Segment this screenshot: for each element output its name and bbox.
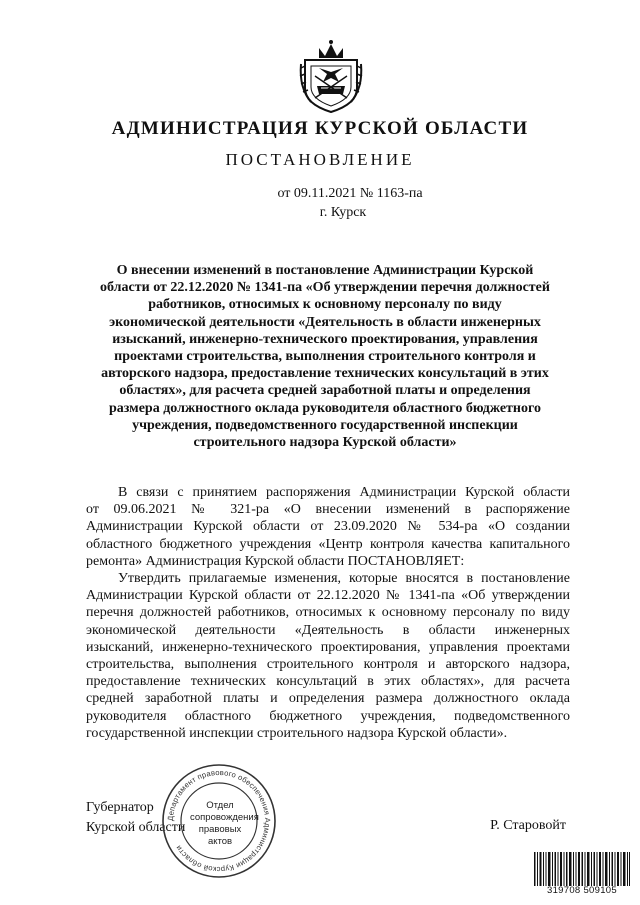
- title-line: авторского надзора, предоставление технических консультаций в этих: [101, 366, 549, 382]
- body-line: от 09.06.2021 № 321-ра «О внесении изменений в распоряжение: [86, 502, 570, 518]
- title-line: экономической деятельности «Деятельность в области инженерных: [109, 314, 541, 330]
- title-line: изысканий, инженерно-технического проектирования, управления: [112, 331, 538, 347]
- body-line: Утвердить прилагаемые изменения, которые вносятся в постановление: [118, 571, 570, 587]
- organization-name: АДМИНИСТРАЦИЯ КУРСКОЙ ОБЛАСТИ: [111, 118, 529, 139]
- title-line: работников, относимых к основному персоналу по виду: [148, 297, 502, 313]
- body-line: изысканий, инженерно-технического проектирования, управления проектами: [86, 639, 570, 655]
- position-line: Губернатор: [86, 800, 154, 815]
- stamp-inner-text: [190, 800, 259, 848]
- stamp-line: правовых: [198, 824, 242, 835]
- coat-of-arms-emblem: [297, 38, 365, 114]
- stamp-line: сопровождения: [190, 812, 259, 823]
- date-number: от 09.11.2021 № 1163-па: [277, 186, 423, 201]
- body-line: средней заработной платы и определения размера должностного оклада: [86, 691, 570, 707]
- stamp-line: актов: [207, 836, 233, 847]
- body-line: предоставление технических консультаций в этих областях», для расчета: [86, 674, 570, 690]
- document-title: [86, 262, 564, 451]
- title-line: областях», для расчета средней заработной платы и определения: [119, 383, 531, 399]
- body-line: руководителя областного бюджетного учреждения, подведомственного: [86, 708, 570, 724]
- document-body: [86, 484, 570, 742]
- body-line: В связи с принятием распоряжения Администрации Курской области: [118, 485, 570, 500]
- body-line: ремонта» Администрация Курской области ПОСТАНОВЛЯЕТ:: [86, 553, 465, 569]
- body-line: перечня должностей работников, относимых к основному персоналу по виду: [86, 605, 570, 621]
- document-type: ПОСТАНОВЛЕНИЕ: [225, 150, 415, 169]
- title-line: области от 22.12.2020 № 1341-па «Об утверждении перечня должностей: [100, 280, 550, 296]
- body-line: Администрации Курской области от 22.12.2020 № 1341-па «Об утверждении: [86, 588, 570, 604]
- title-line: учреждения, подведомственного государственной инспекции: [132, 417, 518, 433]
- body-line: государственной инспекции строительного надзора Курской области».: [86, 725, 508, 741]
- title-line: проектами строительства, выполнения строительного контроля и: [114, 349, 536, 365]
- body-line: Администрации Курской области от 23.09.2020 № 534-ра «О создании: [86, 519, 570, 535]
- title-line: О внесении изменений в постановление Администрации Курской: [116, 263, 534, 278]
- barcode-number: 319708 509105: [547, 885, 617, 896]
- place-of-issue: г. Курск: [319, 205, 367, 220]
- body-line: строительства, выполнения строительного контроля и авторского надзора,: [86, 657, 570, 673]
- barcode: [534, 852, 630, 886]
- body-line: областного бюджетного учреждения «Центр контроля качества капитального: [86, 536, 570, 552]
- stamp-ring-text: Департамент правового обеспечения Администрации Курской области: [165, 767, 273, 875]
- position-line: Курской области: [86, 820, 186, 835]
- body-line: экономической деятельности «Деятельность в области инженерных: [86, 622, 570, 638]
- stamp-line: Отдел: [206, 800, 234, 811]
- title-line: размера должностного оклада руководителя областного бюджетного: [108, 400, 542, 416]
- title-line: строительного надзора Курской области»: [193, 435, 457, 451]
- signatory-name: Р. Старовойт: [490, 818, 566, 833]
